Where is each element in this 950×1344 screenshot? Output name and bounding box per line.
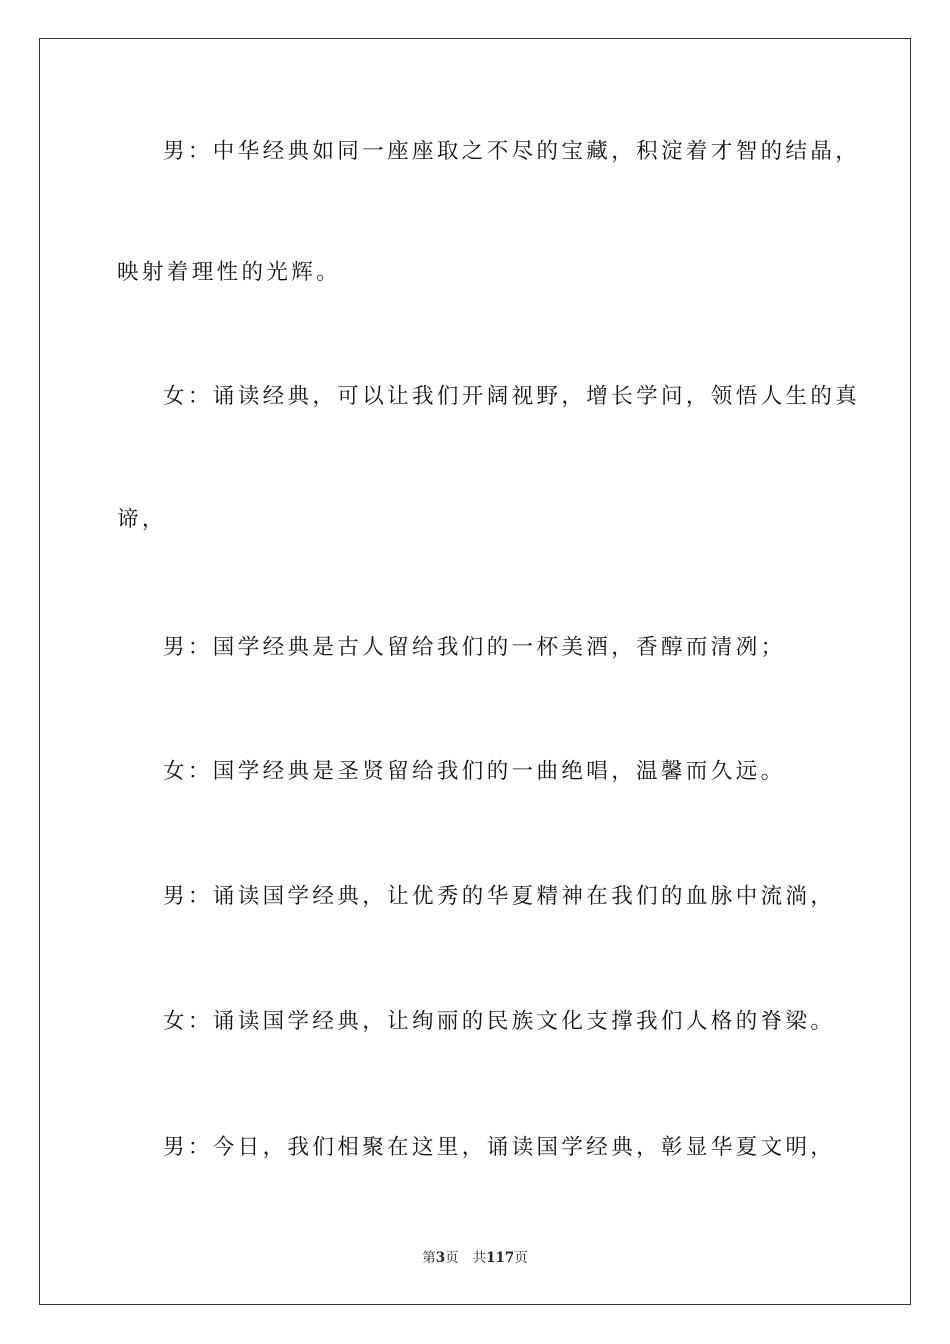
paragraph-line: 男：中华经典如同一座座取之不尽的宝藏，积淀着才智的结晶， [163, 139, 861, 164]
footer-page-prefix: 第 [422, 1250, 436, 1266]
page-border [39, 38, 911, 1305]
footer-total-suffix: 页 [514, 1250, 528, 1266]
footer-total-pages: 117 [486, 1250, 515, 1266]
paragraph-line: 男：诵读国学经典，让优秀的华夏精神在我们的血脉中流淌， [163, 884, 836, 909]
paragraph-line: 男：今日，我们相聚在这里，诵读国学经典，彰显华夏文明， [163, 1135, 836, 1160]
paragraph-line: 映射着理性的光辉。 [117, 260, 342, 285]
paragraph-line: 女：诵读国学经典，让绚丽的民族文化支撑我们人格的脊梁。 [163, 1009, 836, 1034]
paragraph-line: 男：国学经典是古人留给我们的一杯美酒，香醇而清冽； [163, 635, 786, 660]
paragraph-line: 谛， [117, 507, 167, 532]
footer-page-number: 3 [435, 1250, 446, 1266]
paragraph-line: 女：诵读经典，可以让我们开阔视野，增长学问，领悟人生的真 [163, 384, 861, 409]
footer-page-suffix: 页 [445, 1250, 459, 1266]
footer-total-prefix: 共 [472, 1250, 487, 1266]
page-footer [0, 1246, 950, 1266]
paragraph-line: 女：国学经典是圣贤留给我们的一曲绝唱，温馨而久远。 [163, 759, 786, 784]
